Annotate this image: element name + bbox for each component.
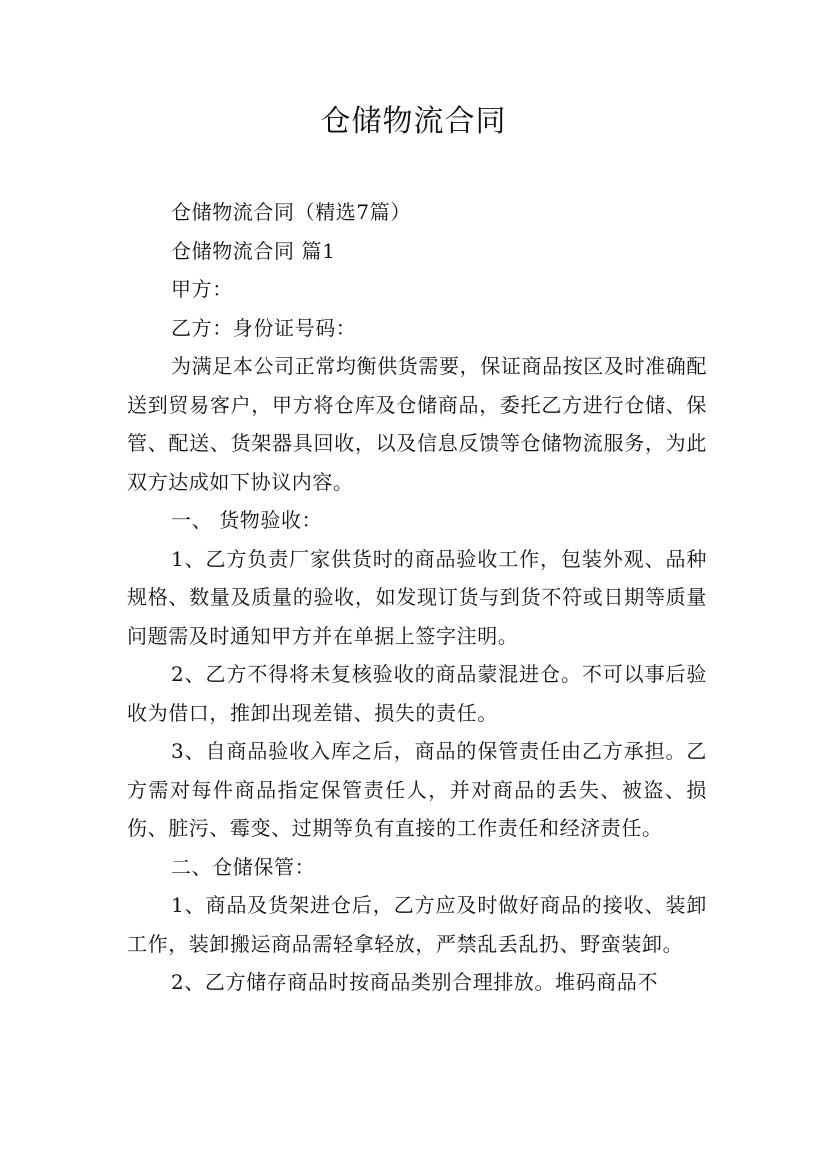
section-heading: 仓储物流合同 篇1 xyxy=(171,238,336,263)
clause-heading: 一、 货物验收： xyxy=(171,508,323,532)
clause-heading: 二、仓储保管： xyxy=(171,854,316,879)
clause-paragraph: 1、乙方负责厂家供货时的商品验收工作，包装外观、品种规格、数量及质量的验收，如发现订货与到货不符或日期等质量问题需及时通知甲方并在单据上签字注明。 xyxy=(127,546,707,648)
clause-paragraph: 1、商品及货架进仓后，乙方应及时做好商品的接收、装卸工作，装卸搬运商品需轻拿轻放，严禁乱丢乱扔、野蛮装卸。 xyxy=(127,893,707,956)
document-title: 仓储物流合同 xyxy=(320,104,507,139)
clause-paragraph: 2、乙方储存商品时按商品类别合理排放。堆码商品不 xyxy=(171,970,659,994)
clause-paragraph: 3、自商品验收入库之后，商品的保管责任由乙方承担。乙方需对每件商品指定保管责任人，并对商品的丢失、被盗、损伤、脏污、霉变、过期等负有直接的工作责任和经济责任。 xyxy=(127,739,707,840)
intro-paragraph: 为满足本公司正常均衡供货需要，保证商品按区及时准确配送到贸易客户，甲方将仓库及仓储商品，委托乙方进行仓储、保管、配送、货架器具回收，以及信息反馈等仓储物流服务，为此双方达成如下协议内容。 xyxy=(127,354,707,494)
document-body xyxy=(127,193,707,1002)
subtitle-paragraph: 仓储物流合同（精选7篇） xyxy=(171,200,411,224)
clause-paragraph: 2、乙方不得将未复核验收的商品蒙混进仓。不可以事后验收为借口，推卸出现差错、损失的责任。 xyxy=(127,662,707,725)
party-a-line: 甲方： xyxy=(171,277,233,301)
party-b-line: 乙方：身份证号码： xyxy=(171,315,357,340)
